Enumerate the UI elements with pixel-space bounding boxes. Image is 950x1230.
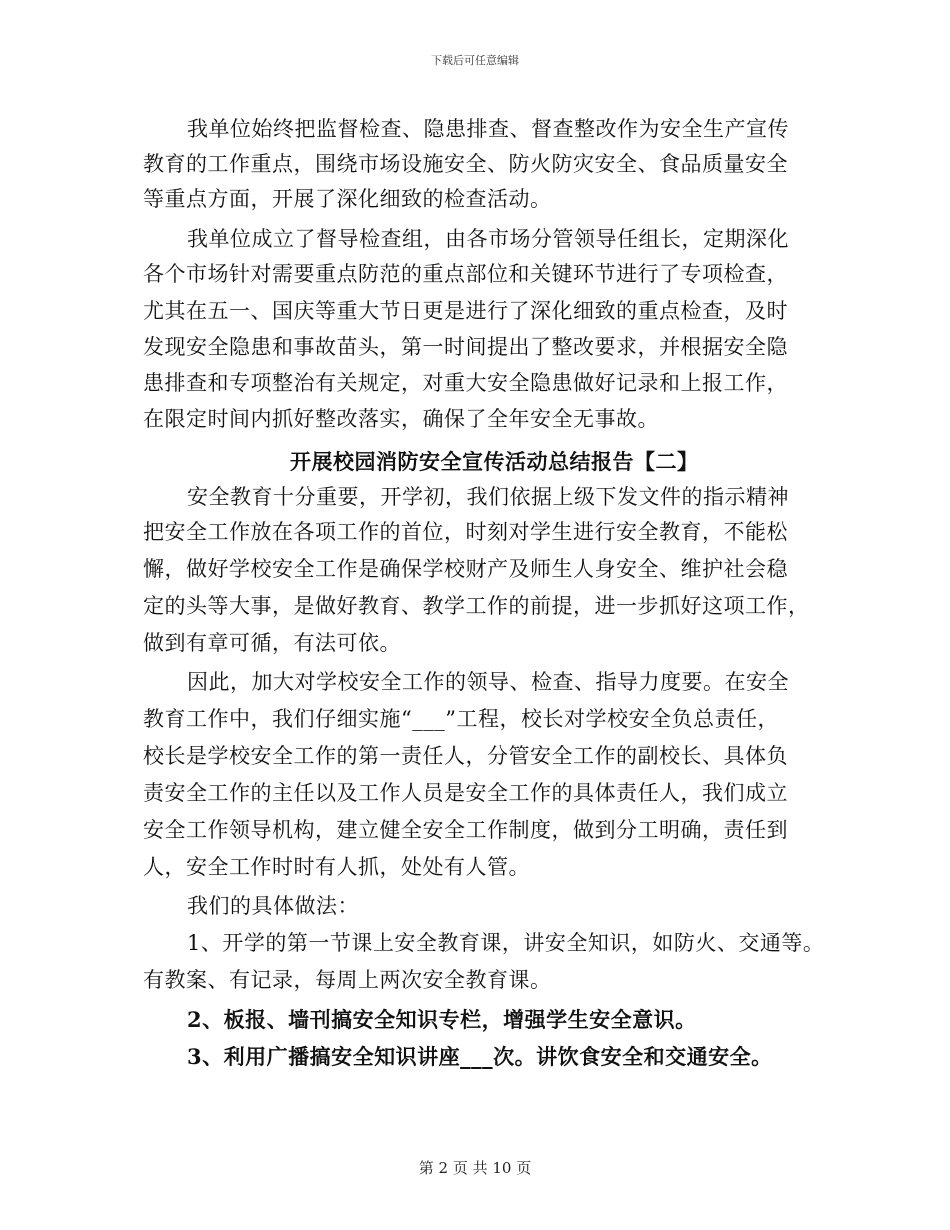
list-item: 3、利用广播搞安全知识讲座___次。讲饮食安全和交通安全。: [187, 1044, 773, 1069]
paragraph-line: 做到有章可循，有法可依。: [143, 631, 401, 655]
list-item: 2、板报、墙刊搞安全知识专栏，增强学生安全意识。: [187, 1007, 697, 1032]
paragraph-line: 安全工作领导机构，建立健全安全工作制度，做到分工明确，责任到: [143, 818, 788, 842]
paragraph-line: 在限定时间内抓好整改落实，确保了全年安全无事故。: [143, 407, 659, 431]
paragraph-line: 把安全工作放在各项工作的首位，时刻对学生进行安全教育，不能松: [143, 520, 788, 544]
paragraph-line: 教育工作中，我们仔细实施“___”工程，校长对学校安全负总责任，: [143, 707, 779, 731]
paragraph-line: 教育的工作重点，围绕市场设施安全、防火防灾安全、食品质量安全: [143, 152, 788, 176]
paragraph-line: 发现安全隐患和事故苗头，第一时间提出了整改要求，并根据安全隐: [143, 335, 788, 359]
paragraph-line: 定的头等大事，是做好教育、教学工作的前提，进一步抓好这项工作，: [143, 594, 810, 618]
paragraph-line: 懈，做好学校安全工作是确保学校财产及师生人身安全、维护社会稳: [143, 557, 788, 581]
paragraph-line: 我单位始终把监督检查、隐患排查、督查整改作为安全生产宣传: [187, 117, 789, 141]
paragraph-line: 患排查和专项整治有关规定，对重大安全隐患做好记录和上报工作，: [143, 371, 788, 395]
paragraph-line: 有教案、有记录，每周上两次安全教育课。: [143, 968, 552, 992]
paragraph-line: 尤其在五一、国庆等重大节日更是进行了深化细致的重点检查，及时: [143, 299, 788, 323]
paragraph-line: 责安全工作的主任以及工作人员是安全工作的具体责任人，我们成立: [143, 781, 788, 805]
page-header-note: 下载后可任意编辑: [431, 54, 519, 67]
paragraph-line: 我们的具体做法：: [187, 894, 359, 918]
paragraph-line: 安全教育十分重要，开学初，我们依据上级下发文件的指示精神: [187, 485, 789, 509]
section-title: 开展校园消防安全宣传活动总结报告【二】: [290, 449, 699, 474]
paragraph-line: 因此，加大对学校安全工作的领导、检查、指导力度要。在安全: [187, 670, 789, 694]
paragraph-line: 校长是学校安全工作的第一责任人，分管安全工作的副校长、具体负: [143, 744, 788, 768]
paragraph-line: 等重点方面，开展了深化细致的检查活动。: [143, 187, 552, 211]
page-number: 第 2 页 共 10 页: [418, 1159, 532, 1177]
paragraph-line: 人，安全工作时时有人抓，处处有人管。: [143, 855, 530, 879]
list-item: 1、开学的第一节课上安全教育课，讲安全知识，如防火、交通等。: [187, 931, 825, 955]
paragraph-line: 各个市场针对需要重点防范的重点部位和关键环节进行了专项检查，: [143, 262, 788, 286]
paragraph-line: 我单位成立了督导检查组，由各市场分管领导任组长，定期深化: [187, 227, 789, 251]
